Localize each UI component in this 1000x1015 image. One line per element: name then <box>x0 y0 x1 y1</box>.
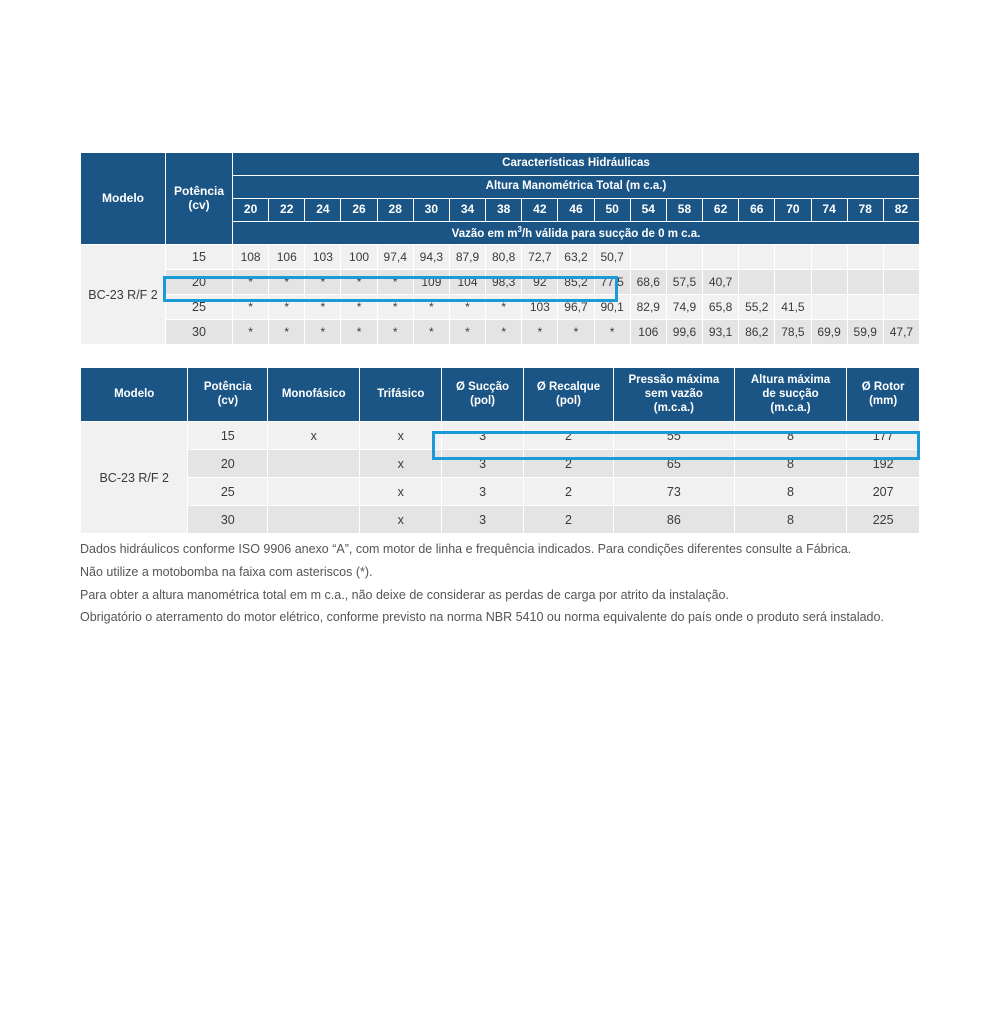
table2-model-value: BC-23 R/F 2 <box>81 422 188 534</box>
table2-suction-value: 3 <box>442 422 524 450</box>
table1-cell: 86,2 <box>739 320 775 345</box>
table1-cell: 47,7 <box>883 320 919 345</box>
notes-block <box>80 542 920 626</box>
table1-cell: * <box>413 320 449 345</box>
table1-cell <box>883 295 919 320</box>
table2-header-label: Pressão máxima <box>628 374 720 386</box>
table1-cell: 106 <box>630 320 666 345</box>
table1-cell <box>739 245 775 270</box>
table1-cell: 82,9 <box>630 295 666 320</box>
table2-header-sub: sem vazão <box>644 387 703 400</box>
table1-model-value: BC-23 R/F 2 <box>81 245 166 345</box>
table1-cell: 109 <box>413 270 449 295</box>
table2-header-sub: (pol) <box>470 394 496 407</box>
table2-tri-value: x <box>360 422 442 450</box>
table2-header-max-suction-height <box>734 368 847 422</box>
table1-cell <box>775 270 811 295</box>
table1-cell: 69,9 <box>811 320 847 345</box>
table-row <box>81 270 920 295</box>
table1-cell: * <box>522 320 558 345</box>
table2-discharge-value: 2 <box>523 450 613 478</box>
table1-cell: 93,1 <box>703 320 739 345</box>
table2-suction-value: 3 <box>442 506 524 534</box>
table2-header-label: Ø Sucção <box>456 380 510 393</box>
table1-cell: 72,7 <box>522 245 558 270</box>
table1-header-power-line1: Potência <box>173 183 224 198</box>
table2-rotor-value: 207 <box>847 478 920 506</box>
table2-discharge-value: 2 <box>523 422 613 450</box>
table2-mono-value <box>268 478 360 506</box>
table1-cell: 40,7 <box>703 270 739 295</box>
table2-header-label: Potência <box>203 380 252 393</box>
table1-cell: * <box>305 270 341 295</box>
table1-head-col: 62 <box>703 199 739 222</box>
table1-head-col: 74 <box>811 199 847 222</box>
table2-header-triphase <box>360 368 442 422</box>
table1-head-col: 34 <box>449 199 485 222</box>
table1-cell: * <box>341 295 377 320</box>
table1-cell: 106 <box>269 245 305 270</box>
table1-cell: 98,3 <box>486 270 522 295</box>
table1-head-col: 22 <box>269 199 305 222</box>
table2-power-value: 25 <box>188 478 268 506</box>
table1-cell: * <box>305 295 341 320</box>
table2-header-label: Monofásico <box>281 387 346 400</box>
table1-cell: * <box>449 295 485 320</box>
note-line: Dados hidráulicos conforme ISO 9906 anexo “A”, com motor de linha e frequência indicados. Para condições diferentes consulte a Fábrica. <box>80 542 852 557</box>
table1-head-col: 82 <box>883 199 919 222</box>
table1-cell: 94,3 <box>413 245 449 270</box>
table2-header-label: Ø Rotor <box>861 380 905 393</box>
table2-header-sub2: (m.c.a.) <box>770 401 811 414</box>
table1-cell: 103 <box>305 245 341 270</box>
table1-cell: 100 <box>341 245 377 270</box>
table1-power-value: 30 <box>166 320 233 345</box>
table-row <box>81 320 920 345</box>
table2-header-sub: (cv) <box>217 394 239 407</box>
table2-max-pressure-value: 65 <box>614 450 735 478</box>
table2-mono-value <box>268 450 360 478</box>
table2-tri-value: x <box>360 450 442 478</box>
table1-head-col: 26 <box>341 199 377 222</box>
hydraulic-table-wrapper <box>80 152 920 345</box>
table2-header-suction-diameter <box>442 368 524 422</box>
table2-header-sub: de sucção <box>762 387 819 400</box>
table2-header-label: Modelo <box>114 387 155 400</box>
table2-tri-value: x <box>360 478 442 506</box>
table1-header-power <box>166 153 233 245</box>
table2-header-discharge-diameter <box>523 368 613 422</box>
table1-cell <box>811 245 847 270</box>
table-row <box>81 450 920 478</box>
table1-cell: * <box>233 320 269 345</box>
table1-cell: * <box>341 270 377 295</box>
table1-cell: 108 <box>233 245 269 270</box>
motor-table-wrapper <box>80 367 920 534</box>
table1-cell <box>811 295 847 320</box>
table2-tri-value: x <box>360 506 442 534</box>
table2-power-value: 20 <box>188 450 268 478</box>
table1-head-col: 24 <box>305 199 341 222</box>
table1-cell: * <box>377 295 413 320</box>
table1-cell: * <box>233 295 269 320</box>
table1-head-col: 42 <box>522 199 558 222</box>
table1-cell: 63,2 <box>558 245 594 270</box>
table2-max-pressure-value: 73 <box>614 478 735 506</box>
table1-head-col: 50 <box>594 199 630 222</box>
table2-header-power <box>188 368 268 422</box>
table1-cell <box>883 270 919 295</box>
table1-head-col: 20 <box>233 199 269 222</box>
table1-cell: 87,9 <box>449 245 485 270</box>
table2-suction-value: 3 <box>442 450 524 478</box>
table2-mono-value: x <box>268 422 360 450</box>
table2-power-value: 15 <box>188 422 268 450</box>
table1-cell: 55,2 <box>739 295 775 320</box>
table2-header-monophase <box>268 368 360 422</box>
table2-discharge-value: 2 <box>523 506 613 534</box>
table2-discharge-value: 2 <box>523 478 613 506</box>
table1-head-col: 78 <box>847 199 883 222</box>
table1-head-col: 28 <box>377 199 413 222</box>
table1-cell <box>775 245 811 270</box>
table1-cell: 50,7 <box>594 245 630 270</box>
table1-header-model: Modelo <box>81 153 166 245</box>
table1-cell: 97,4 <box>377 245 413 270</box>
datasheet-tables <box>80 152 920 633</box>
table1-head-col: 66 <box>739 199 775 222</box>
flow-band-post: /h válida para sucção de 0 m c.a. <box>521 227 701 240</box>
table1-power-value: 20 <box>166 270 233 295</box>
hydraulic-performance-table <box>80 152 920 345</box>
table1-cell: 68,6 <box>630 270 666 295</box>
table1-cell: * <box>449 320 485 345</box>
table1-cell: 96,7 <box>558 295 594 320</box>
table1-cell <box>847 270 883 295</box>
table2-body <box>81 422 920 534</box>
table2-header-model <box>81 368 188 422</box>
table2-power-value: 30 <box>188 506 268 534</box>
table1-cell: 59,9 <box>847 320 883 345</box>
table1-header-head-band: Altura Manométrica Total (m c.a.) <box>233 176 920 199</box>
table1-cell: 74,9 <box>666 295 702 320</box>
table1-head-col: 46 <box>558 199 594 222</box>
table1-cell: * <box>269 270 305 295</box>
table1-cell: * <box>558 320 594 345</box>
table2-max-suction-height-value: 8 <box>734 506 847 534</box>
table1-cell: * <box>413 295 449 320</box>
flow-band-exponent: 3 <box>517 224 522 234</box>
table1-head-col: 58 <box>666 199 702 222</box>
table1-cell <box>666 245 702 270</box>
table2-header-sub: (mm) <box>869 394 898 407</box>
table1-body <box>81 245 920 345</box>
table2-header-sub2: (m.c.a.) <box>653 401 694 414</box>
table1-head-col: 54 <box>630 199 666 222</box>
table1-head-col: 30 <box>413 199 449 222</box>
table2-max-suction-height-value: 8 <box>734 422 847 450</box>
table1-cell <box>847 295 883 320</box>
motor-specs-table <box>80 367 920 534</box>
table-row <box>81 295 920 320</box>
table2-max-suction-height-value: 8 <box>734 450 847 478</box>
table1-cell: 104 <box>449 270 485 295</box>
table1-cell: 65,8 <box>703 295 739 320</box>
note-line: Para obter a altura manométrica total em m c.a., não deixe de considerar as perdas de carga por atrito da instalação. <box>80 587 729 602</box>
table2-header-rotor-diameter <box>847 368 920 422</box>
table2-rotor-value: 177 <box>847 422 920 450</box>
note-line: Obrigatório o aterramento do motor elétrico, conforme previsto na norma NBR 5410 ou norma equivalente do país onde o produto será instalado. <box>80 610 884 625</box>
note-line: Não utilize a motobomba na faixa com asteriscos (*). <box>80 565 373 580</box>
table1-power-value: 15 <box>166 245 233 270</box>
table-row <box>81 245 920 270</box>
table1-cell <box>630 245 666 270</box>
table1-cell <box>739 270 775 295</box>
table1-cell: * <box>341 320 377 345</box>
table2-rotor-value: 225 <box>847 506 920 534</box>
table-row <box>81 506 920 534</box>
table1-cell <box>883 245 919 270</box>
table2-mono-value <box>268 506 360 534</box>
table1-cell <box>703 245 739 270</box>
table1-cell: * <box>233 270 269 295</box>
table2-max-suction-height-value: 8 <box>734 478 847 506</box>
table1-cell: 41,5 <box>775 295 811 320</box>
table2-header-label: Trifásico <box>377 387 425 400</box>
table1-cell: 57,5 <box>666 270 702 295</box>
table1-head-col: 38 <box>486 199 522 222</box>
table1-cell: 77,5 <box>594 270 630 295</box>
table2-rotor-value: 192 <box>847 450 920 478</box>
table1-cell: 103 <box>522 295 558 320</box>
table1-cell: 99,6 <box>666 320 702 345</box>
table1-cell: * <box>594 320 630 345</box>
table-row <box>81 422 920 450</box>
table1-cell <box>847 245 883 270</box>
table1-cell: 90,1 <box>594 295 630 320</box>
table1-cell: * <box>486 295 522 320</box>
table1-cell: * <box>486 320 522 345</box>
table2-head <box>81 368 920 422</box>
table1-cell: 78,5 <box>775 320 811 345</box>
table-row <box>81 478 920 506</box>
table1-cell: 80,8 <box>486 245 522 270</box>
table2-max-pressure-value: 55 <box>614 422 735 450</box>
table1-cell: * <box>269 295 305 320</box>
table1-header-power-line2: (cv) <box>188 197 210 212</box>
table1-cell: 85,2 <box>558 270 594 295</box>
table2-header-label: Altura máxima <box>750 374 831 386</box>
table1-power-value: 25 <box>166 295 233 320</box>
table1-cell <box>811 270 847 295</box>
table1-head <box>81 153 920 245</box>
table1-cell: * <box>269 320 305 345</box>
table1-head-col: 70 <box>775 199 811 222</box>
flow-band-pre: Vazão em m <box>451 227 518 240</box>
table1-header-flow-band <box>233 222 920 245</box>
table2-header-max-pressure <box>614 368 735 422</box>
table2-header-label: Ø Recalque <box>536 380 601 393</box>
table1-header-group-title: Características Hidráulicas <box>233 153 920 176</box>
table1-cell: * <box>305 320 341 345</box>
table2-header-sub: (pol) <box>556 394 581 407</box>
table1-cell: * <box>377 270 413 295</box>
table1-cell: 92 <box>522 270 558 295</box>
table2-suction-value: 3 <box>442 478 524 506</box>
table2-max-pressure-value: 86 <box>614 506 735 534</box>
table1-cell: * <box>377 320 413 345</box>
